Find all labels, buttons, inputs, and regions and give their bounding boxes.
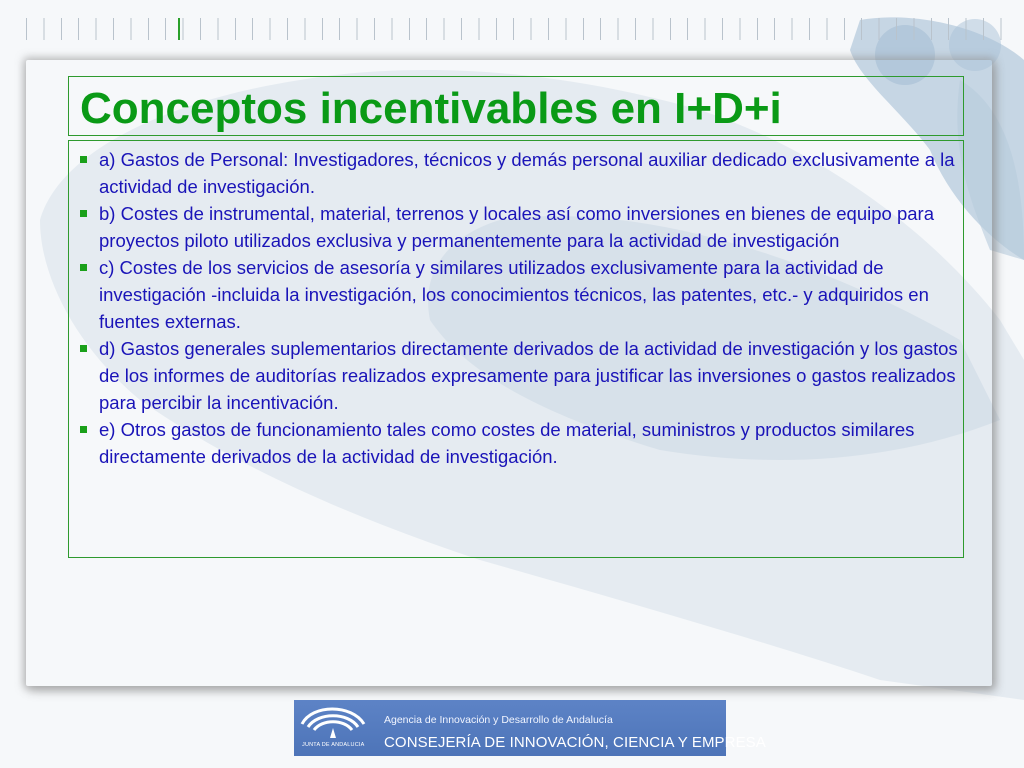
bullet-text: c) Costes de los servicios de asesoría y similares utilizados exclusivamente para la actividad de investigación -incluida la investigación, los conocimientos técnicos, las patentes, etc.- y adquiridos en fuentes externas. [99, 257, 929, 332]
logo-caption: JUNTA DE ANDALUCIA [302, 742, 365, 748]
ruler-tick-strip [26, 18, 1002, 40]
list-item [78, 335, 960, 416]
list-item [78, 254, 960, 335]
list-item [78, 416, 960, 470]
ruler-tick-highlight [178, 18, 180, 40]
list-item [78, 200, 960, 254]
ministry-name: CONSEJERÍA DE INNOVACIÓN, CIENCIA Y EMPRESA [384, 734, 766, 751]
square-bullet-icon [80, 264, 87, 271]
bullet-text: b) Costes de instrumental, material, terrenos y locales así como inversiones en bienes de equipo para proyectos piloto utilizados exclusiva y permanentemente para la actividad de investigación [99, 203, 934, 251]
square-bullet-icon [80, 345, 87, 352]
list-item [78, 146, 960, 200]
bullet-text: e) Otros gastos de funcionamiento tales como costes de material, suministros y productos similares directamente derivados de la actividad de investigación. [99, 419, 915, 467]
square-bullet-icon [80, 426, 87, 433]
slide-title: Conceptos incentivables en I+D+i [80, 84, 782, 133]
square-bullet-icon [80, 210, 87, 217]
bullet-list [78, 146, 960, 470]
bullet-text: a) Gastos de Personal: Investigadores, técnicos y demás personal auxiliar dedicado exclusivamente a la actividad de investigación. [99, 149, 955, 197]
agency-name: Agencia de Innovación y Desarrollo de Andalucía [384, 714, 613, 726]
bullet-text: d) Gastos generales suplementarios directamente derivados de la actividad de investigación y los gastos de los informes de auditorías realizados expresamente para justificar las inversiones o gastos realizados para percibir la incentivación. [99, 338, 958, 413]
square-bullet-icon [80, 156, 87, 163]
footer-banner [294, 700, 766, 756]
